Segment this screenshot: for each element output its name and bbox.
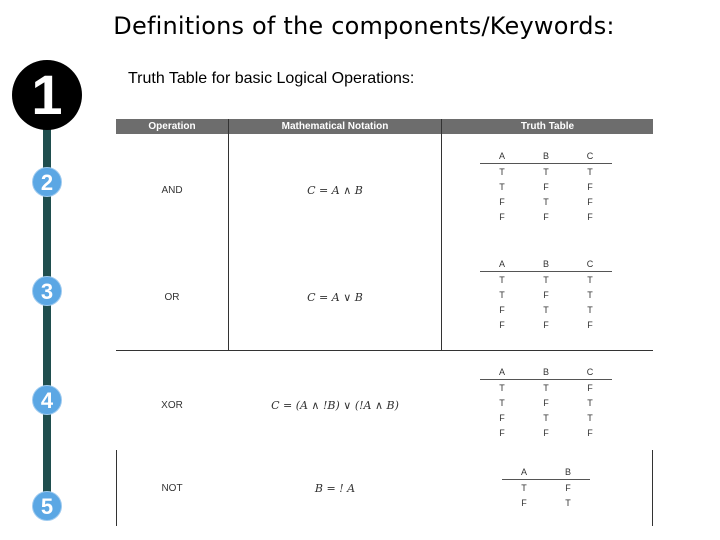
- table-row: [480, 164, 612, 180]
- cell: T: [543, 412, 549, 423]
- cell: F: [587, 211, 593, 222]
- cell: T: [499, 382, 505, 393]
- table-row: [480, 380, 612, 396]
- table-row: [480, 194, 612, 209]
- cell: T: [587, 397, 593, 408]
- page-title: Definitions of the components/Keywords:: [113, 12, 615, 40]
- column-divider: [652, 450, 653, 526]
- table-row: [480, 302, 612, 317]
- cell: F: [499, 319, 505, 330]
- column-divider: [441, 119, 442, 351]
- column-divider: [228, 119, 229, 351]
- table-header: [116, 119, 653, 134]
- operation-xor: XOR: [161, 400, 183, 411]
- table-row: [480, 287, 612, 302]
- cell: F: [543, 427, 549, 438]
- col-header: B: [524, 149, 568, 164]
- table-row: [480, 209, 612, 224]
- cell: F: [543, 289, 549, 300]
- col-header: C: [568, 257, 612, 272]
- col-header: C: [568, 149, 612, 164]
- cell: F: [543, 181, 549, 192]
- notation-or: C = A ∨ B: [307, 291, 363, 304]
- col-header: B: [546, 465, 590, 480]
- cell: F: [543, 397, 549, 408]
- cell: T: [499, 289, 505, 300]
- cell: F: [499, 427, 505, 438]
- cell: F: [543, 319, 549, 330]
- truth-table-not: [502, 465, 590, 510]
- operation-or: OR: [164, 292, 180, 303]
- cell: F: [499, 304, 505, 315]
- step-4-marker[interactable]: 4: [32, 385, 62, 415]
- cell: T: [543, 304, 549, 315]
- col-header: C: [568, 365, 612, 380]
- notation-xor: C = (A ∧ !B) ∨ (!A ∧ B): [271, 399, 399, 412]
- table-row: [480, 410, 612, 425]
- cell: T: [499, 166, 505, 177]
- cell: F: [587, 382, 593, 393]
- header-truth-table: Truth Table: [520, 121, 575, 132]
- truth-table-figure: [116, 119, 653, 526]
- table-row: [480, 272, 612, 288]
- col-header: A: [480, 365, 524, 380]
- cell: F: [565, 482, 571, 493]
- notation-and: C = A ∧ B: [307, 184, 363, 197]
- operation-not: NOT: [161, 483, 183, 494]
- truth-table-xor: [480, 365, 612, 440]
- cell: F: [499, 412, 505, 423]
- truth-table-and: [480, 149, 612, 224]
- cell: T: [543, 196, 549, 207]
- cell: F: [587, 319, 593, 330]
- truth-table-or: [480, 257, 612, 332]
- cell: T: [587, 412, 593, 423]
- table-row: [480, 317, 612, 332]
- table-row: [480, 425, 612, 440]
- table-row: [480, 395, 612, 410]
- operation-and: AND: [161, 185, 183, 196]
- col-header: B: [524, 365, 568, 380]
- cell: T: [499, 397, 505, 408]
- cell: F: [521, 497, 527, 508]
- header-operation: Operation: [148, 121, 196, 132]
- header-notation: Mathematical Notation: [281, 121, 389, 132]
- col-header: A: [480, 149, 524, 164]
- cell: F: [587, 181, 593, 192]
- notation-not: B = ! A: [314, 482, 356, 495]
- cell: T: [499, 274, 505, 285]
- cell: T: [499, 181, 505, 192]
- step-2-marker[interactable]: 2: [32, 167, 62, 197]
- section-subtitle: Truth Table for basic Logical Operations:: [128, 70, 415, 87]
- cell: T: [565, 497, 571, 508]
- cell: F: [499, 196, 505, 207]
- cell: T: [521, 482, 527, 493]
- cell: T: [587, 166, 593, 177]
- step-3-marker[interactable]: 3: [32, 276, 62, 306]
- col-header: B: [524, 257, 568, 272]
- row-divider: [116, 350, 653, 351]
- cell: F: [499, 211, 505, 222]
- cell: T: [587, 289, 593, 300]
- cell: T: [543, 166, 549, 177]
- table-row: [480, 179, 612, 194]
- cell: F: [587, 427, 593, 438]
- cell: T: [587, 304, 593, 315]
- col-header: A: [502, 465, 546, 480]
- cell: T: [587, 274, 593, 285]
- cell: T: [543, 274, 549, 285]
- cell: F: [587, 196, 593, 207]
- cell: T: [543, 382, 549, 393]
- table-row: [502, 480, 590, 496]
- cell: F: [543, 211, 549, 222]
- step-1-marker[interactable]: 1: [12, 60, 82, 130]
- table-row: [502, 495, 590, 510]
- col-header: A: [480, 257, 524, 272]
- step-5-marker[interactable]: 5: [32, 491, 62, 521]
